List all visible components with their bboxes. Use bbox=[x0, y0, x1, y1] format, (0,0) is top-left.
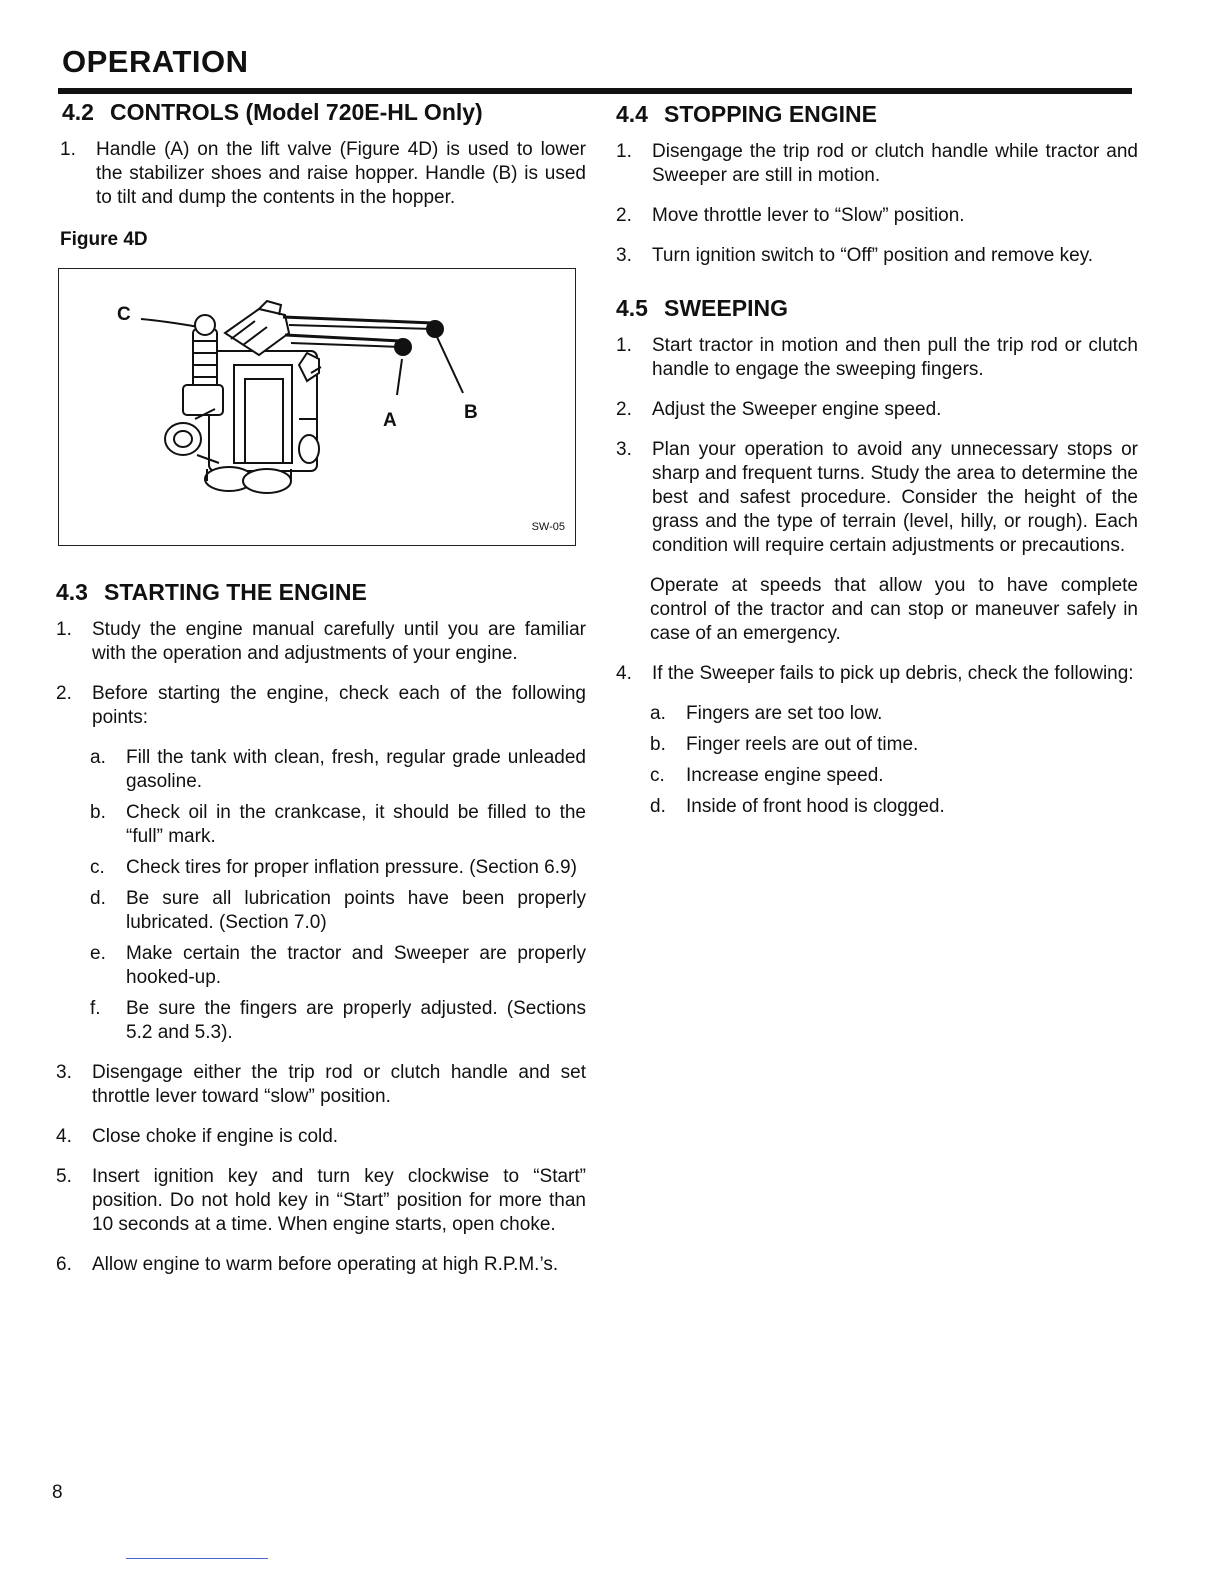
sub-item bbox=[90, 997, 586, 1045]
list-item bbox=[616, 140, 1138, 188]
item-text: Start tractor in motion and then pull the trip rod or clutch handle to engage the sweeping fingers. bbox=[652, 335, 1138, 380]
item-text: Disengage the trip rod or clutch handle while tractor and Sweeper are still in motion. bbox=[652, 141, 1138, 186]
left-column bbox=[52, 100, 586, 1277]
sub-number: e. bbox=[90, 943, 106, 964]
list-item bbox=[616, 662, 1138, 686]
sub-item bbox=[650, 733, 1138, 757]
sub-item bbox=[90, 801, 586, 849]
item-text: Turn ignition switch to “Off” position and remove key. bbox=[652, 245, 1094, 266]
list-item bbox=[56, 1125, 586, 1149]
item-text: Handle (A) on the lift valve (Figure 4D) is used to lower the stabilizer shoes and raise hopper. Handle (B) is used to tilt and dump the contents in the hopper. bbox=[96, 139, 586, 208]
list-item bbox=[616, 398, 1138, 422]
sub-text: Check oil in the crankcase, it should be filled to the “full” mark. bbox=[126, 802, 586, 847]
list-item bbox=[56, 1061, 586, 1109]
section-title: STOPPING ENGINE bbox=[664, 101, 878, 127]
sub-item bbox=[650, 764, 1138, 788]
item-text: Insert ignition key and turn key clockwise to “Start” position. Do not hold key in “Start” position for more than 10 seconds at a time. When engine starts, open choke. bbox=[92, 1166, 586, 1235]
footer-line bbox=[126, 1558, 268, 1559]
item-number: 4. bbox=[56, 1126, 72, 1147]
sub-item bbox=[650, 795, 1138, 819]
figure-label-b: B bbox=[464, 402, 478, 423]
page-title: OPERATION bbox=[62, 44, 249, 79]
item-text: Allow engine to warm before operating at high R.P.M.’s. bbox=[92, 1254, 559, 1275]
list-item bbox=[56, 682, 586, 730]
figure-4d bbox=[58, 268, 576, 546]
sub-item bbox=[90, 746, 586, 794]
section-number: 4.4 bbox=[616, 101, 648, 127]
section-4-4-heading bbox=[616, 102, 1138, 126]
sub-number: c. bbox=[90, 857, 105, 878]
page-number: 8 bbox=[52, 1482, 63, 1503]
figure-code: SW-05 bbox=[531, 521, 565, 533]
sub-item bbox=[90, 942, 586, 990]
sub-number: d. bbox=[650, 796, 666, 817]
item-number: 3. bbox=[56, 1062, 72, 1083]
item-text: Move throttle lever to “Slow” position. bbox=[652, 205, 965, 226]
item-number: 2. bbox=[616, 205, 632, 226]
item-number: 6. bbox=[56, 1254, 72, 1275]
lift-valve-illustration bbox=[59, 269, 577, 547]
sub-text: Be sure the fingers are properly adjusted. (Sections 5.2 and 5.3). bbox=[126, 998, 586, 1043]
section-number: 4.2 bbox=[62, 99, 94, 125]
title-rule bbox=[58, 88, 1132, 94]
list-item bbox=[56, 1253, 586, 1277]
list-item bbox=[616, 244, 1138, 268]
sub-number: f. bbox=[90, 998, 101, 1019]
section-title: STARTING THE ENGINE bbox=[104, 579, 367, 605]
item-number: 3. bbox=[616, 245, 632, 266]
figure-label: Figure 4D bbox=[60, 229, 148, 250]
list-item bbox=[60, 138, 586, 210]
sub-number: a. bbox=[90, 747, 106, 768]
section-4-3-heading bbox=[56, 580, 586, 604]
sub-item bbox=[90, 887, 586, 935]
sub-text: Fingers are set too low. bbox=[686, 703, 883, 724]
sub-text: Check tires for proper inflation pressure. (Section 6.9) bbox=[126, 857, 577, 878]
section-4-2-heading bbox=[62, 100, 586, 124]
sub-number: b. bbox=[650, 734, 666, 755]
item-text: Plan your operation to avoid any unnecessary stops or sharp and frequent turns. Study the area to determine the best and safest procedure. Consider the height of the grass and the type of terrain (level, hilly, or rough). Each condition will require certain adjustments or precautions. bbox=[652, 439, 1138, 556]
handle-a-knob bbox=[394, 338, 412, 356]
sub-list bbox=[650, 702, 1138, 819]
leader-c bbox=[141, 319, 199, 327]
section-title: SWEEPING bbox=[664, 295, 788, 321]
item-text: Study the engine manual carefully until you are familiar with the operation and adjustments of your engine. bbox=[92, 619, 586, 664]
list-item bbox=[616, 334, 1138, 382]
leader-b bbox=[437, 337, 463, 393]
item-text: Close choke if engine is cold. bbox=[92, 1126, 339, 1147]
list-item bbox=[56, 618, 586, 666]
sub-number: d. bbox=[90, 888, 106, 909]
section-title: CONTROLS (Model 720E-HL Only) bbox=[110, 99, 483, 125]
section-number: 4.3 bbox=[56, 579, 88, 605]
sub-text: Inside of front hood is clogged. bbox=[686, 796, 945, 817]
sub-text: Make certain the tractor and Sweeper are properly hooked-up. bbox=[126, 943, 586, 988]
section-4-5-heading bbox=[616, 296, 1138, 320]
handle-b-knob bbox=[426, 320, 444, 338]
item-number: 3. bbox=[616, 439, 632, 460]
sub-list bbox=[90, 746, 586, 1045]
item-text: Adjust the Sweeper engine speed. bbox=[652, 399, 942, 420]
item-number: 2. bbox=[56, 683, 72, 704]
figure-label-a: A bbox=[383, 410, 397, 431]
sub-text: Fill the tank with clean, fresh, regular grade unleaded gasoline. bbox=[126, 747, 586, 792]
sub-text: Increase engine speed. bbox=[686, 765, 884, 786]
section-number: 4.5 bbox=[616, 295, 648, 321]
sub-number: c. bbox=[650, 765, 665, 786]
list-item bbox=[56, 1165, 586, 1237]
item-text: Disengage either the trip rod or clutch handle and set throttle lever toward “slow” position. bbox=[92, 1062, 586, 1107]
item-text: Before starting the engine, check each of the following points: bbox=[92, 683, 586, 728]
item-number: 1. bbox=[56, 619, 72, 640]
item-number: 1. bbox=[616, 335, 632, 356]
leader-a bbox=[397, 359, 402, 395]
sub-number: a. bbox=[650, 703, 666, 724]
operating-note: Operate at speeds that allow you to have complete control of the tractor and can stop or maneuver safely in case of an emergency. bbox=[650, 575, 1138, 644]
right-column bbox=[608, 100, 1138, 819]
item-number: 5. bbox=[56, 1166, 72, 1187]
list-item bbox=[616, 204, 1138, 228]
item-number: 1. bbox=[60, 139, 76, 160]
item-text: If the Sweeper fails to pick up debris, check the following: bbox=[652, 663, 1134, 684]
item-number: 1. bbox=[616, 141, 632, 162]
sub-item bbox=[650, 702, 1138, 726]
sub-item bbox=[90, 856, 586, 880]
figure-label-c: C bbox=[117, 304, 131, 325]
list-item bbox=[616, 438, 1138, 558]
sub-text: Be sure all lubrication points have been properly lubricated. (Section 7.0) bbox=[126, 888, 586, 933]
item-number: 4. bbox=[616, 663, 632, 684]
sub-text: Finger reels are out of time. bbox=[686, 734, 919, 755]
item-number: 2. bbox=[616, 399, 632, 420]
sub-number: b. bbox=[90, 802, 106, 823]
